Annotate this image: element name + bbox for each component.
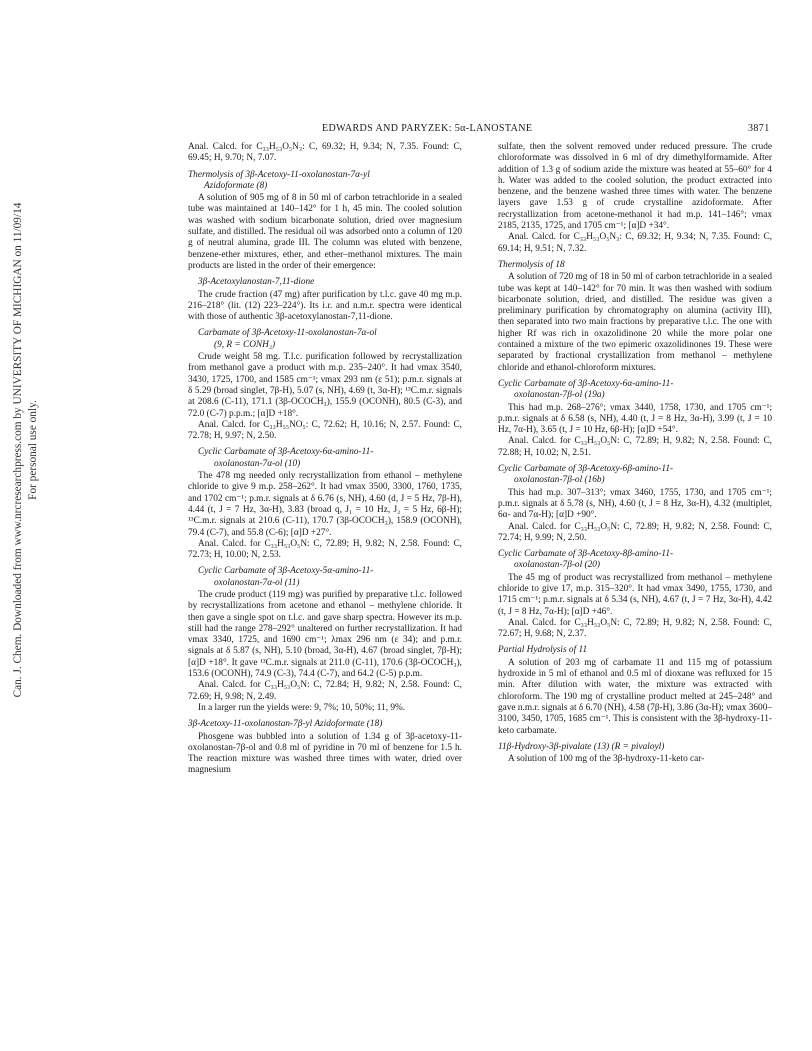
watermark-line-2: For personal use only. xyxy=(27,400,39,500)
heading-line: oxolanostan-7α-ol (10) xyxy=(214,458,301,469)
paragraph: The crude fraction (47 mg) after purification by t.l.c. gave 40 mg m.p. 216–218° (lit. (12) 223–224°). Its i.r. and n.m.r. spectra were identical with those of authentic 3β-acetoxylanostan-7,11-dione. xyxy=(188,289,462,323)
subsection-heading xyxy=(198,566,462,589)
section-heading xyxy=(188,170,462,193)
page-number: 3871 xyxy=(748,123,770,134)
paragraph: Anal. Calcd. for C₃₃H₅₃O₅N₃: C, 69.32; H, 9.34; N, 7.35. Found: C, 69.14; H, 9.51; N, 7.32. xyxy=(498,232,772,254)
heading-line: Cyclic Carbamate of 3β-Acetoxy-6β-amino-11- xyxy=(498,464,674,475)
heading-line: oxolanostan-7β-ol (19a) xyxy=(514,390,605,401)
paragraph: Phosgene was bubbled into a solution of 1.34 g of 3β-acetoxy-11-oxolanostan-7β-ol and 0.8 ml of pyridine in 70 ml of benzene for 1.5 h. The reaction mixture was washed three times with water, dried over magnesium xyxy=(188,731,462,776)
paragraph: Anal. Calcd. for C₃₃H₅₃O₅N: C, 72.89; H, 9.82; N, 2.58. Found: C, 72.88; H, 10.02; N, 2.51. xyxy=(498,436,772,458)
heading-line: oxolanostan-7β-ol (20) xyxy=(514,560,600,571)
heading-line: Cyclic Carbamate of 3β-Acetoxy-8β-amino-11- xyxy=(498,549,674,560)
paragraph: This had m.p. 307–313°; νmax 3460, 1755, 1730, and 1705 cm⁻¹; p.m.r. signals at δ 5.78 (s, NH), 4.60 (t, J = 8 Hz, 3α-H), 4.32 (multiplet, 6α- and 7α-H); [α]D +90°. xyxy=(498,487,772,521)
heading-line: Azidoformate (8) xyxy=(204,180,268,191)
paragraph: sulfate, then the solvent removed under reduced pressure. The crude chloroformate was dissolved in 6 ml of dry dimethylformamide. After addition of 1.3 g of sodium azide the mixture was heated at 55–60° for 4 h. Water was added to the cooled solution, the product extracted into benzene, and the benzene washed three times with water. The benzene layers gave 1.53 g of crude crystalline azidoformate. After recrystallization from acetone-methanol it had m.p. 141–146°; νmax 2185, 2135, 1725, and 1705 cm⁻¹; [α]D +34°. xyxy=(498,142,772,232)
heading-line: (9, R = CONH₂) xyxy=(214,339,276,350)
paragraph: The 45 mg of product was recrystallized from methanol – methylene chloride to give 17, m.p. 315–320°. It had νmax 3490, 1755, 1730, and 1715 cm⁻¹; p.m.r. signals at δ 5.34 (s, NH), 4.67 (t, J = 7 Hz, 3α-H), 4.42 (t, J = 8 Hz, 7α-H); [α]D +46°. xyxy=(498,572,772,617)
paragraph: A solution of 720 mg of 18 in 50 ml of carbon tetrachloride in a sealed tube was kept at 140–142° for 70 min. It was then washed with sodium bicarbonate solution, dried, and distilled. The residue was given a preliminary purification by chromatography on alumina (activity III), then separated into two main fractions by preparative t.l.c. The one with higher Rf was rich in oxazolidinone 20 while the more polar one contained a mixture of the two epimeric oxazolidinones 19. These were separated by fractional crystallization from methanol – methylene chloride and ethanol-chloroform mixtures. xyxy=(498,272,772,373)
paragraph: The crude product (119 mg) was purified by preparative t.l.c. followed by recrystallizations from acetone and ethanol – methylene chloride. It then gave a single spot on t.l.c. and gave sharp spectra. However its m.p. still had the range 278–292° unaltered on further recrystallization. It had νmax 3340, 1725, and 1690 cm⁻¹; λmax 296 nm (ε 34); and p.m.r. signals at δ 5.87 (s, NH), 5.10 (broad, 3α-H), 4.67 (broad singlet, 7β-H); [α]D +18°. It gave ¹³C.m.r. signals at 211.0 (C-11), 170.6 (3β-OCOCH₃), 153.6 (OCONH), 74.9 (C-3), 74.4 (C-7), and 64.2 (C-5) p.p.m. xyxy=(188,589,462,680)
left-column xyxy=(188,142,462,777)
paragraph: Anal. Calcd. for C₃₃H₅₃O₅N₃: C, 69.32; H, 9.34; N, 7.35. Found: C, 69.45; H, 9.70; N, 7.07. xyxy=(188,142,462,164)
section-heading: 11β-Hydroxy-3β-pivalate (13) (R = pivaloyl) xyxy=(498,741,665,752)
download-watermark xyxy=(6,170,46,730)
download-watermark-text xyxy=(11,203,41,698)
running-header xyxy=(0,123,812,139)
subsection-heading xyxy=(198,328,462,351)
paragraph: A solution of 100 mg of the 3β-hydroxy-11-keto car- xyxy=(508,754,705,765)
section-heading: Partial Hydrolysis of 11 xyxy=(498,645,588,656)
watermark-line-1: Can. J. Chem. Downloaded from www.nrcresearchpress.com by UNIVERSITY OF MICHIGAN on 11/09/14 xyxy=(12,202,24,698)
heading-line: Thermolysis of 3β-Acetoxy-11-oxolanostan-7α-yl xyxy=(188,169,370,180)
heading-line: oxolanostan-7β-ol (16b) xyxy=(514,475,605,486)
paragraph: Crude weight 58 mg. T.l.c. purification followed by recrystallization from methanol gave a product with m.p. 235–240°. It had νmax 3540, 3430, 1725, 1700, and 1585 cm⁻¹; νmax 293 nm (ε 51); p.m.r. signals at δ 5.29 (broad singlet, 7β-H), 5.07 (s, NH), 4.69 (t, 3α-H); ¹³C.m.r. signals at 208.6 (C-11), 171.1 (3β-OCOCH₃), 155.9 (OCONH), 80.5 (C-3), and 72.0 (C-7) p.p.m.; [α]D +18°. xyxy=(188,352,462,419)
paragraph: Anal. Calcd. for C₃₃H₅₃O₅N: C, 72.89; H, 9.82; N, 2.58. Found: C, 72.73; H, 10.00; N, 2.53. xyxy=(188,538,462,561)
paragraph: In a larger run the yields were: 9, 7%; 10, 50%; 11, 9%. xyxy=(198,702,406,713)
section-heading xyxy=(498,379,772,402)
heading-line: Cyclic Carbamate of 3β-Acetoxy-5α-amino-11- xyxy=(198,566,374,577)
section-heading: 3β-Acetoxy-11-oxolanostan-7β-yl Azidoformate (18) xyxy=(188,719,383,730)
paragraph: This had m.p. 268–276°; νmax 3440, 1758, 1730, and 1705 cm⁻¹; p.m.r. signals at δ 6.58 (s, NH), 4.40 (t, J = 8 Hz, 3α-H), 3.99 (t, J = 10 Hz, 7α-H), 3.65 (t, J = 10 Hz, 6β-H); [α]D +54°. xyxy=(498,402,772,436)
right-column xyxy=(498,142,772,765)
paragraph: A solution of 905 mg of 8 in 50 ml of carbon tetrachloride in a sealed tube was maintained at 140–142° for 1 h, 45 min. The cooled solution was washed with sodium bicarbonate solution, dried over magnesium sulfate, and distilled. The residual oil was adsorbed onto a column of 120 g of neutral alumina, grade III. The column was eluted with benzene, benzene-ether mixtures, ether, and ether–methanol mixtures. The main products are listed in the order of their emergence: xyxy=(188,193,462,271)
section-heading xyxy=(498,549,772,572)
heading-line: oxolanostan-7α-ol (11) xyxy=(214,577,300,588)
paragraph: Anal. Calcd. for C₃₃H₅₅NO₅: C, 72.62; H, 10.16; N, 2.57. Found: C, 72.78; H, 9.97; N, 2.50. xyxy=(188,419,462,442)
paragraph: Anal. Calcd. for C₃₃H₅₃O₅N: C, 72.89; H, 9.82; N, 2.58. Found: C, 72.74; H, 9.99; N, 2.50. xyxy=(498,521,772,543)
running-title: EDWARDS AND PARYZEK: 5α-LANOSTANE xyxy=(322,123,533,134)
heading-line: Cyclic Carbamate of 3β-Acetoxy-6α-amino-11- xyxy=(498,378,674,389)
paragraph: The 478 mg needed only recrystallization from ethanol – methylene chloride to give 9 m.p. 258–262°. It had νmax 3500, 3300, 1760, 1735, and 1702 cm⁻¹; p.m.r. signals at δ 6.76 (s, NH), 4.60 (d, J = 5 Hz, 7β-H), 4.44 (t, J = 7 Hz, 3α-H), 3.83 (broad q, J₁ = 10 Hz, J₂ = 5 Hz, 6β-H); ¹³C.m.r. signals at 210.6 (C-11), 170.7 (3β-OCOCH₃), 158.9 (OCONH), 79.4 (C-7), and 55.8 (C-6); [α]D +27°. xyxy=(188,471,462,538)
subsection-heading: 3β-Acetoxylanostan-7,11-dione xyxy=(198,277,315,288)
paragraph: Anal. Calcd. for C₃₃H₅₃O₅N: C, 72.89; H, 9.82; N, 2.58. Found: C, 72.67; H, 9.68; N, 2.37. xyxy=(498,617,772,640)
heading-line: Cyclic Carbamate of 3β-Acetoxy-6α-amino-11- xyxy=(198,447,374,458)
heading-line: Carbamate of 3β-Acetoxy-11-oxolanostan-7α-ol xyxy=(198,328,377,339)
paragraph: Anal. Calcd. for C₃₃H₅₃O₅N: C, 72.84; H, 9.82; N, 2.58. Found: C, 72.69; H, 9.98; N, 2.49. xyxy=(188,680,462,702)
paragraph: A solution of 203 mg of carbamate 11 and 115 mg of potassium hydroxide in 5 ml of ethanol and 0.5 ml of dioxane was refluxed for 15 min. After dilution with water, the mixture was extracted with chloroform. The 190 mg of crystalline product melted at 245–248° and gave n.m.r. signals at δ 6.70 (NH), 4.58 (7β-H), 3.86 (3α-H); νmax 3600–3100, 3450, 1705, 1685 cm⁻¹. This is consistent with the 3β-hydroxy-11-keto carbamate. xyxy=(498,657,772,736)
section-heading: Thermolysis of 18 xyxy=(498,259,565,270)
section-heading xyxy=(498,464,772,487)
subsection-heading xyxy=(198,447,462,470)
